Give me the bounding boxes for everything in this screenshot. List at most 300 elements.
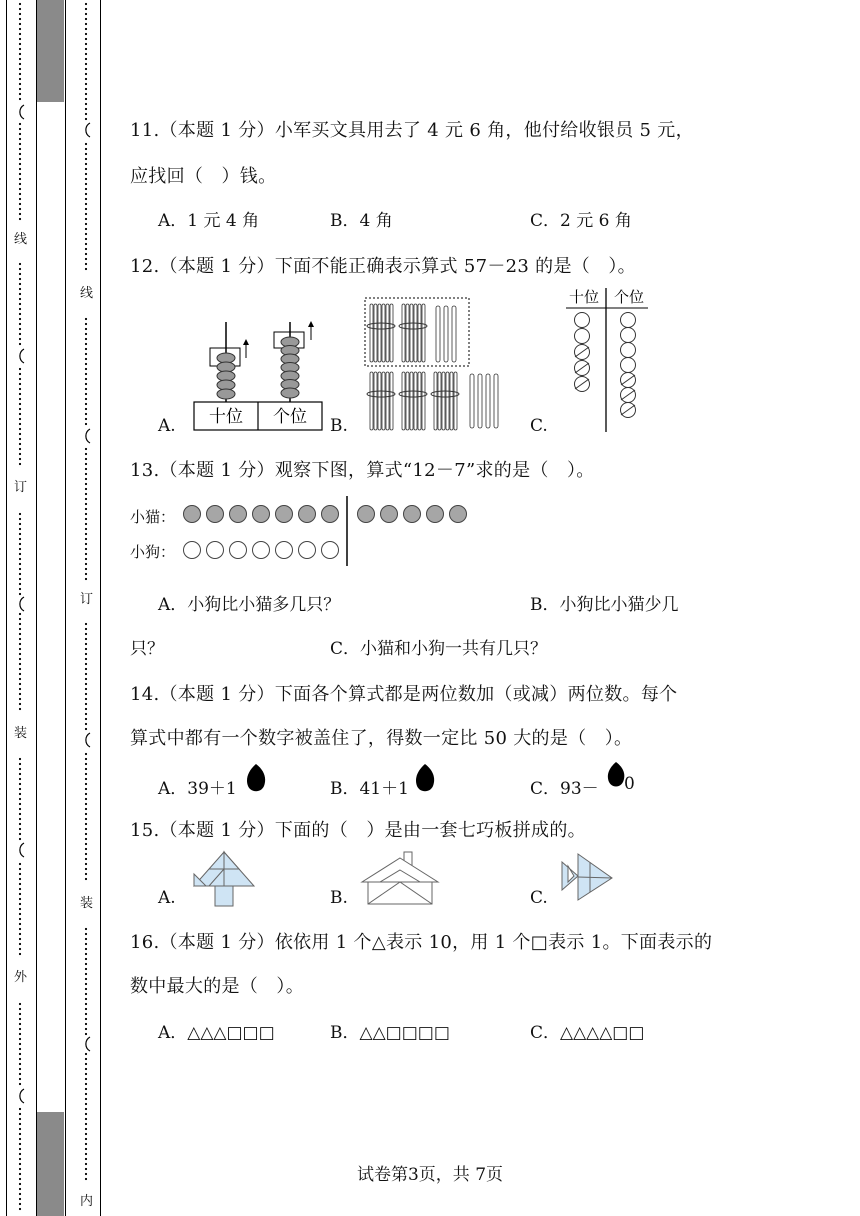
abacus-bead [281,388,299,398]
binding-dot [85,808,87,810]
binding-dot [19,213,21,215]
binding-dot [19,83,21,85]
binding-dot [85,78,87,80]
stick [470,374,474,428]
binding-dot [19,1128,21,1130]
binding-dot [19,953,21,955]
binding-dot [85,1078,87,1080]
binding-dot [85,763,87,765]
binding-dot [19,708,21,710]
binding-dot [85,173,87,175]
binding-arc [20,349,24,363]
binding-dot [85,498,87,500]
binding-dot [85,728,87,730]
dog-label: 小狗： [130,543,176,561]
binding-dot [19,933,21,935]
stick [438,372,441,430]
binding-dot [19,1028,21,1030]
binding-dot [85,968,87,970]
binding-dot [19,838,21,840]
binding-dot [19,793,21,795]
binding-dot [85,1068,87,1070]
binding-dot [19,333,21,335]
binding-dot [85,483,87,485]
binding-dot [85,158,87,160]
cat-circle [253,506,270,523]
q16-option-b[interactable]: B．△△□□□□ [330,1023,450,1043]
q16-option-a[interactable]: A．△△△□□□ [158,1023,275,1043]
binding-dot [85,798,87,800]
binding-dot [19,278,21,280]
binding-dot [19,33,21,35]
binding-dot [85,1008,87,1010]
binding-dot [19,1133,21,1135]
binding-dot [85,378,87,380]
binding-dot [19,688,21,690]
outer-char-zhuang: 装 [14,726,28,741]
binding-dot [19,893,21,895]
q16-line1: 16.（本题 1 分）依依用 1 个△表示 10，用 1 个□表示 1。下面表示的 [130,932,713,953]
binding-dot [19,28,21,30]
binding-dot [85,1093,87,1095]
stick [386,304,389,362]
binding-dot [19,803,21,805]
binding-dot [85,958,87,960]
q12-option-b[interactable]: B. [330,416,348,436]
binding-dot [85,68,87,70]
binding-dot [19,698,21,700]
dog-circle [230,542,247,559]
binding-dot [19,548,21,550]
binding-dot [85,838,87,840]
binding-dot [85,383,87,385]
binding-dot [85,708,87,710]
stick [414,304,417,362]
binding-dot [85,268,87,270]
binding-dot [19,303,21,305]
cat-circle [207,506,224,523]
binding-dot [85,1033,87,1035]
binding-dot [19,878,21,880]
binding-dot [85,408,87,410]
binding-dot [19,98,21,100]
binding-dot [85,988,87,990]
cat-circle [230,506,247,523]
stick [422,304,425,362]
q13-option-a[interactable]: A．小狗比小猫多几只？ [158,595,341,615]
binding-dot [85,563,87,565]
stick [402,304,405,362]
binding-dot [85,368,87,370]
binding-dot [85,188,87,190]
stick [446,372,449,430]
q12-option-a[interactable]: A. [158,416,176,436]
binding-dot [85,573,87,575]
q16-line2: 数中最大的是（ ）。 [130,976,304,997]
binding-dot [85,503,87,505]
binding-arc [86,123,90,137]
sticks-figure [362,296,510,434]
binding-dot [19,788,21,790]
binding-dot [19,573,21,575]
binding-arc [20,105,24,119]
binding-dot [19,383,21,385]
binding-dot [85,673,87,675]
binding-dot [85,93,87,95]
binding-dot [85,243,87,245]
binding-dot [85,1023,87,1025]
dog-circle [322,542,339,559]
tangram-c-figure [560,852,616,902]
q12-option-c[interactable]: C. [530,416,548,436]
binding-dot [19,143,21,145]
binding-dot [19,13,21,15]
binding-dot [85,1138,87,1140]
binding-dot [85,493,87,495]
q14-option-b[interactable]: B．41＋1 [330,779,409,799]
binding-dot [85,1148,87,1150]
tangram-a-figure [190,850,260,908]
binding-dot [85,1133,87,1135]
stick [454,372,457,430]
q14-option-a[interactable]: A．39＋1 [158,779,237,799]
tangram-b-figure [360,850,440,906]
abacus-bead [217,389,235,399]
binding-dot [85,513,87,515]
binding-dot [85,1118,87,1120]
binding-dot [19,38,21,40]
binding-dot [19,863,21,865]
stick [478,374,482,428]
binding-dot [85,633,87,635]
binding-dot [19,158,21,160]
binding-dot [85,218,87,220]
q12-line1: 12.（本题 1 分）下面不能正确表示算式 57－23 的是（ ）。 [130,256,636,277]
binding-dot [19,1068,21,1070]
binding-dot [85,953,87,955]
binding-dot [85,853,87,855]
binding-dot [19,758,21,760]
stick [406,304,409,362]
binding-dot [19,543,21,545]
table-tens-label: 十位 [568,288,600,306]
binding-dot [85,768,87,770]
binding-dot [85,723,87,725]
binding-dot [85,943,87,945]
binding-dot [19,923,21,925]
binding-dot [19,1123,21,1125]
binding-dot [19,1043,21,1045]
q11-option-c[interactable]: C．2 元 6 角 [530,211,632,231]
binding-dot [85,23,87,25]
binding-dot [19,443,21,445]
binding-arc [20,843,24,857]
binding-dot [85,963,87,965]
stick [378,304,381,362]
binding-dot [85,1013,87,1015]
binding-dot [85,538,87,540]
binding-dot [85,663,87,665]
q11-line2: 应找回（ ）钱。 [130,166,277,187]
binding-dot [19,1083,21,1085]
binding-arc [86,733,90,747]
binding-dot [85,98,87,100]
stick [378,372,381,430]
cat-dog-circles [180,494,480,570]
binding-arc [86,429,90,443]
binding-dot [19,1203,21,1205]
binding-dot [85,403,87,405]
binding-dot [19,1048,21,1050]
binding-arc [20,1089,24,1103]
binding-dot [19,873,21,875]
binding-dot [85,648,87,650]
binding-dot [19,1078,21,1080]
q15-option-c[interactable]: C. [530,888,548,908]
binding-dot [19,1108,21,1110]
binding-dot [85,818,87,820]
cat-circle [184,506,201,523]
binding-dot [19,588,21,590]
binding-dot [85,508,87,510]
binding-dot [85,1053,87,1055]
abacus-figure [190,318,330,434]
binding-dot [85,1143,87,1145]
stick [414,372,417,430]
binding-dot [19,293,21,295]
binding-dot [19,458,21,460]
binding-dot [85,333,87,335]
binding-dot [19,653,21,655]
binding-dot [19,413,21,415]
binding-dot [85,3,87,5]
binding-dot [85,778,87,780]
binding-dot [85,638,87,640]
binding-dot [85,1003,87,1005]
binding-dot [19,188,21,190]
stick [390,372,393,430]
ones-circle [621,313,636,328]
binding-dot [19,563,21,565]
binding-dot [85,388,87,390]
binding-dot [85,118,87,120]
dog-circle [253,542,270,559]
stick [374,372,377,430]
binding-dot [19,1008,21,1010]
cat-circle [450,506,467,523]
binding-dot [19,778,21,780]
binding-dot [19,448,21,450]
stick [406,372,409,430]
binding-dot [85,213,87,215]
binding-dot [85,58,87,60]
q13-option-c[interactable]: C．小猫和小狗一共有几只？ [330,639,548,659]
binding-dot [19,938,21,940]
binding-arc [20,597,24,611]
binding-dot [19,883,21,885]
binding-dot [19,538,21,540]
binding-dot [85,323,87,325]
q14-option-c[interactable]: C．93－ [530,779,599,799]
binding-dot [85,698,87,700]
binding-dot [85,1073,87,1075]
stick [374,304,377,362]
binding-dot [19,48,21,50]
binding-dot [85,18,87,20]
binding-dot [85,418,87,420]
stick [422,372,425,430]
binding-dot [85,568,87,570]
ones-circle [621,328,636,343]
binding-dot [85,993,87,995]
binding-dot [85,393,87,395]
binding-dot [19,888,21,890]
tens-circle [575,329,590,344]
dog-circle [299,542,316,559]
binding-dot [85,1028,87,1030]
binding-dot [85,73,87,75]
binding-dot [19,328,21,330]
binding-dot [85,453,87,455]
binding-dot [85,263,87,265]
binding-dot [85,848,87,850]
binding-dot [85,63,87,65]
binding-dot [85,468,87,470]
binding-dot [85,353,87,355]
binding-dot [85,463,87,465]
binding-dot [19,868,21,870]
binding-dot [85,203,87,205]
binding-dot [85,193,87,195]
abacus-tens-label: 十位 [209,407,243,427]
stick [370,372,373,430]
stick [452,306,456,362]
binding-dot [85,693,87,695]
binding-dot [85,868,87,870]
q15-option-b[interactable]: B. [330,888,348,908]
ink-blot-icon [244,762,268,794]
binding-dot [19,918,21,920]
binding-dot [19,593,21,595]
binding-dot [19,648,21,650]
binding-dot [85,863,87,865]
cat-circle [427,506,444,523]
binding-dot [19,418,21,420]
binding-dot [19,153,21,155]
binding-dot [19,768,21,770]
binding-dot [85,973,87,975]
binding-dot [19,398,21,400]
binding-dot [85,753,87,755]
binding-dot [19,668,21,670]
binding-dot [85,108,87,110]
stick [444,306,448,362]
binding-dot [19,263,21,265]
binding-dot [19,273,21,275]
binding-dot [19,638,21,640]
binding-dot [85,318,87,320]
outer-char-wai: 外 [14,970,28,985]
binding-dot [19,628,21,630]
binding-dot [19,88,21,90]
binding-dot [19,693,21,695]
binding-dot [85,713,87,715]
binding-dot [85,363,87,365]
binding-dot [85,1063,87,1065]
binding-dot [19,463,21,465]
binding-dot [85,348,87,350]
binding-dot [85,878,87,880]
q11-option-a[interactable]: A．1 元 4 角 [158,211,260,231]
binding-dot [85,773,87,775]
stick [418,304,421,362]
place-value-table [560,286,656,434]
q16-option-c[interactable]: C．△△△△□□ [530,1023,645,1043]
binding-dot [85,643,87,645]
binding-dot [19,618,21,620]
binding-dot [19,1018,21,1020]
binding-dot [19,93,21,95]
binding-dot [19,613,21,615]
binding-dot [19,763,21,765]
binding-dot [19,528,21,530]
binding-dot [85,488,87,490]
binding-dot [19,308,21,310]
binding-dot [85,373,87,375]
binding-dot [19,1198,21,1200]
binding-dot [85,548,87,550]
binding-dot [19,408,21,410]
q15-option-a[interactable]: A. [158,888,176,908]
binding-dot [85,258,87,260]
binding-dot [19,23,21,25]
binding-dot [19,3,21,5]
binding-dot [85,653,87,655]
binding-dot [85,833,87,835]
binding-dot [85,1128,87,1130]
binding-dot [85,473,87,475]
stick [402,372,405,430]
binding-dot [19,298,21,300]
q14-option-c-tail: 0 [624,774,635,794]
binding-dot [85,478,87,480]
ones-circle [621,343,636,358]
binding-dot [85,828,87,830]
q11-option-b[interactable]: B．4 角 [330,211,393,231]
binding-dot [19,1193,21,1195]
binding-dot [19,73,21,75]
binding-dot [85,683,87,685]
binding-dot [85,328,87,330]
binding-dot [85,678,87,680]
binding-dot [85,688,87,690]
binding-dot [85,168,87,170]
binding-dot [19,913,21,915]
tens-circle [575,313,590,328]
inner-char-xian: 线 [80,286,94,301]
binding-dot [85,628,87,630]
stick [442,372,445,430]
cat-circle [299,506,316,523]
binding-dot [19,183,21,185]
binding-dot [85,238,87,240]
inner-char-zhuang: 装 [80,896,94,911]
binding-dot [85,858,87,860]
binding-dot [19,813,21,815]
binding-dot [85,33,87,35]
q13-option-b[interactable]: B．小狗比小猫少几 [530,595,679,615]
binding-dot [85,83,87,85]
